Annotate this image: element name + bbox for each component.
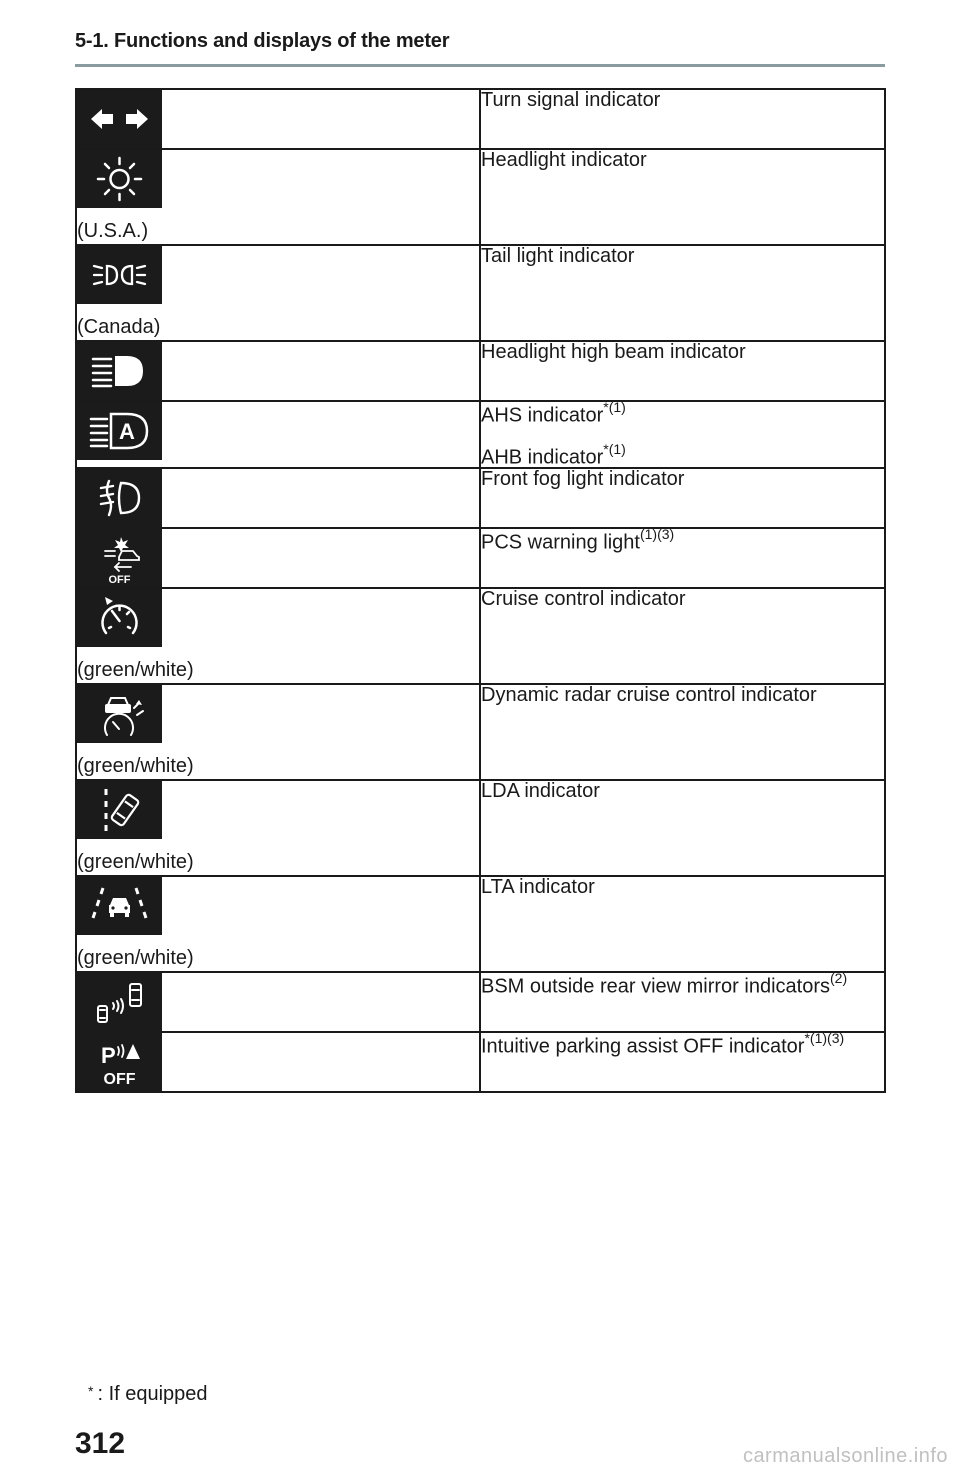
indicator-name: Front fog light indicator bbox=[481, 468, 685, 491]
table-row bbox=[76, 588, 885, 684]
table-row bbox=[76, 684, 885, 780]
indicator-name: Dynamic radar cruise control indicator bbox=[481, 684, 817, 707]
indicator-name: Cruise control indicator bbox=[481, 588, 686, 611]
icon-off-label: OFF bbox=[103, 1071, 136, 1089]
table-row bbox=[76, 245, 885, 341]
icon-off-label: OFF bbox=[108, 574, 131, 587]
indicator-name: LDA indicator bbox=[481, 780, 600, 803]
footnote-ref: *(1) bbox=[603, 440, 626, 457]
indicator-name: Intuitive parking assist OFF indicator bbox=[481, 1035, 805, 1058]
color-note: (green/white) bbox=[77, 947, 194, 970]
parking-assist-off-icon bbox=[77, 1033, 162, 1091]
table-row bbox=[76, 528, 885, 588]
dynamic-radar-cruise-icon bbox=[77, 685, 162, 743]
high-beam-icon bbox=[77, 342, 162, 400]
footnote-marker: * bbox=[88, 1383, 94, 1399]
table-row bbox=[76, 149, 885, 245]
color-note: (green/white) bbox=[77, 755, 194, 778]
indicator-name: Headlight high beam indicator bbox=[481, 341, 746, 363]
table-row bbox=[76, 1032, 885, 1092]
table-row bbox=[76, 876, 885, 972]
section-title: 5-1. Functions and displays of the meter bbox=[75, 30, 450, 52]
footnote-ref: (2) bbox=[830, 970, 848, 987]
watermark: carmanualsonline.info bbox=[742, 1445, 948, 1467]
footnote-text: : If equipped bbox=[97, 1383, 208, 1405]
indicator-name: AHS indicator bbox=[481, 404, 604, 427]
turn-signal-icon bbox=[77, 90, 162, 148]
table-row bbox=[76, 89, 885, 149]
indicator-table bbox=[75, 88, 886, 1093]
table-row bbox=[76, 780, 885, 876]
pcs-warning-icon bbox=[77, 529, 162, 587]
lda-icon bbox=[77, 781, 162, 839]
lta-icon bbox=[77, 877, 162, 935]
table-row bbox=[76, 341, 885, 401]
auto-high-beam-icon bbox=[77, 402, 162, 460]
color-note: (green/white) bbox=[77, 851, 194, 874]
indicator-name: PCS warning light bbox=[481, 531, 640, 554]
region-note: (U.S.A.) bbox=[77, 220, 149, 242]
icon-letter-p: P bbox=[101, 1043, 116, 1069]
bsm-mirror-icon bbox=[77, 973, 162, 1031]
table-row bbox=[76, 401, 885, 468]
footnote-ref: *(1)(3) bbox=[804, 1030, 845, 1047]
indicator-name: BSM outside rear view mirror indicators bbox=[481, 975, 830, 998]
indicator-name: Turn signal indicator bbox=[481, 89, 661, 111]
header-rule bbox=[75, 64, 885, 67]
footnote-ref: (1)(3) bbox=[639, 526, 675, 543]
indicator-name: Headlight indicator bbox=[481, 149, 647, 171]
headlight-icon bbox=[77, 150, 162, 208]
footnote-ref: *(1) bbox=[603, 399, 626, 415]
page-number: 312 bbox=[75, 1427, 126, 1460]
indicator-name: LTA indicator bbox=[481, 876, 595, 899]
front-fog-light-icon bbox=[77, 469, 162, 527]
icon-letter-a: A bbox=[119, 419, 135, 444]
footnote bbox=[88, 1383, 208, 1406]
indicator-name: Tail light indicator bbox=[481, 245, 635, 267]
table-row bbox=[76, 468, 885, 528]
region-note: (Canada) bbox=[77, 316, 161, 338]
tail-light-icon bbox=[77, 246, 162, 304]
table-row bbox=[76, 972, 885, 1032]
color-note: (green/white) bbox=[77, 659, 194, 682]
cruise-control-icon bbox=[77, 589, 162, 647]
indicator-name: AHB indicator bbox=[481, 446, 604, 469]
